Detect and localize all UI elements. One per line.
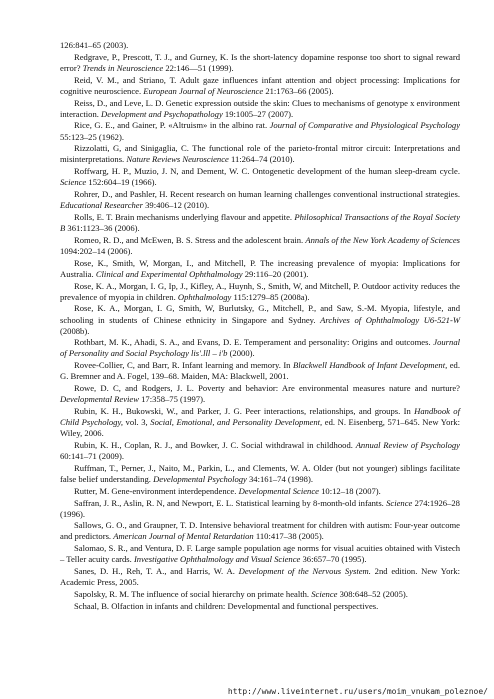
reference-source-title: Developmental Science bbox=[238, 485, 319, 496]
reference-entry bbox=[60, 120, 460, 142]
reference-text: 29:116–20 (2001). bbox=[242, 268, 309, 279]
reference-text: Reid, V. M., and Striano, T. Adult gaze influences infant attention and object processing: Implications for cognitive neuroscience. bbox=[60, 74, 460, 96]
reference-entry bbox=[60, 498, 460, 520]
reference-text: Rose, K. A., Morgan, I. G, Ip, J., Kifley, A., Huynh, S., Smith, W, and Mitchell, P. Outdoor activity reduces the prevalence of myopia in children. bbox=[60, 280, 460, 302]
reference-entry bbox=[60, 486, 460, 497]
reference-source-title: Ophthalmology bbox=[177, 291, 232, 302]
reference-text: 39:406–12 (2010). bbox=[142, 200, 210, 211]
reference-text: 10:12–18 (2007). bbox=[318, 485, 381, 496]
reference-entry bbox=[60, 40, 460, 51]
reference-text: Rovee-Collier, C, and Barr, R. Infant learning and memory. In bbox=[74, 360, 293, 371]
reference-source-title: American Journal of Mental Retardation bbox=[113, 531, 254, 542]
reference-text: 21:1763–66 (2005). bbox=[263, 85, 334, 96]
reference-text: Saffran, J. R., Aslin, R. N, and Newport, E. L. Statistical learning by 8-month-old infants. bbox=[74, 497, 387, 508]
reference-entry bbox=[60, 589, 460, 600]
reference-source-title: Developmental Review bbox=[60, 394, 139, 405]
reference-text: (2008b). bbox=[60, 325, 90, 336]
reference-entry bbox=[60, 463, 460, 485]
footer-url[interactable]: http://www.liveinternet.ru/users/moim_vnukam_poleznoe/ bbox=[227, 687, 488, 696]
reference-text: Rolls, E. T. Brain mechanisms underlying flavour and appetite. bbox=[74, 211, 295, 222]
reference-source-title: Development and Psychopathology bbox=[101, 108, 223, 119]
reference-text: Rutter, M. Gene-environment interdependence. bbox=[74, 485, 239, 496]
reference-text: 11:264–74 (2010). bbox=[228, 154, 295, 165]
reference-text: 17:358–75 (1997). bbox=[138, 394, 206, 405]
reference-text: Schaal, B. Olfaction in infants and children: Developmental and functional perspectives. bbox=[74, 600, 379, 611]
reference-text: 126:841–65 (2003). bbox=[60, 40, 129, 50]
reference-source-title: Philosophical Transactions of the Royal Society B bbox=[60, 211, 461, 233]
reference-source-title: Trends in Neuroscience bbox=[82, 62, 164, 73]
reference-entry bbox=[60, 75, 460, 97]
reference-source-title: Clinical and Experimental Ophthalmology bbox=[95, 268, 243, 279]
reference-source-title: Archives of Ophthalmology U6-521-W bbox=[320, 314, 461, 325]
reference-entry bbox=[60, 189, 460, 211]
reference-source-title: Science bbox=[60, 177, 87, 188]
reference-entry bbox=[60, 235, 460, 257]
reference-text: 308:648–52 (2005). bbox=[337, 589, 408, 599]
reference-entry bbox=[60, 303, 460, 336]
reference-text: Rice, G. E., and Gainer, P. «Altruism» in the albino rat. bbox=[74, 120, 270, 131]
reference-entry bbox=[60, 143, 460, 165]
reference-text: Rizzolatti, G, and Sinigaglia, C. The functional role of the parieto-frontal mitror circuit: Interpretations and misinterpretations. bbox=[60, 143, 460, 165]
reference-text: 1094:202–14 (2006). bbox=[60, 245, 133, 256]
reference-text: ed. N. Eisenberg, 571–645. New York: Wiley, 2006. bbox=[60, 417, 460, 439]
reference-source-title: Investigative Ophthalmology and Visual Science bbox=[133, 554, 301, 565]
reference-entry bbox=[60, 520, 460, 542]
reference-text: 361:1123–36 (2006). bbox=[65, 223, 140, 233]
reference-text: 60:141–71 (2009). bbox=[60, 451, 124, 462]
reference-source-title: Science bbox=[311, 589, 338, 599]
reference-text: Sapolsky, R. M. The influence of social hierarchy on primate health. bbox=[74, 589, 312, 599]
reference-entry bbox=[60, 281, 460, 303]
reference-text: 152:604–19 (1966). bbox=[86, 177, 157, 188]
reference-text: vol. 3, bbox=[122, 417, 151, 428]
reference-text: Ruffman, T., Perner, J., Naito, M., Parkin, L., and Clements, W. A. Older (but not younger) siblings facilitate false belief understanding. bbox=[60, 462, 460, 484]
reference-entry bbox=[60, 543, 460, 565]
reference-source-title: Social, Emotional, and Personality Development, bbox=[150, 417, 323, 428]
reference-text: Rubin, K. H., Coplan, R. J., and Bowker, J. C. Social withdrawal in childhood. bbox=[74, 439, 356, 450]
reference-text: Romeo, R. D., and McEwen, B. S. Stress and the adolescent brain. bbox=[74, 234, 306, 245]
reference-source-title: Journal of Personality and Social Psychology lis'.lll – i'b bbox=[60, 337, 460, 359]
reference-source-title: Educational Researcher bbox=[60, 200, 143, 211]
reference-text: Rose, K., Smith, W, Morgan, I., and Mitchell, P. The increasing prevalence of myopia: Implications for Australia. bbox=[60, 257, 460, 279]
reference-source-title: Blackwell Handbook of Infant Development, bbox=[292, 360, 448, 371]
reference-source-title: Nature Reviews Neuroscience bbox=[126, 154, 229, 165]
reference-entry bbox=[60, 566, 460, 588]
reference-entry bbox=[60, 360, 460, 382]
reference-text: Rose, K. A., Morgan, I. G, Smith, W, Burlutsky, G., Mitchell, P., and Saw, S.-M. Myopia, lifestyle, and schooling in students of Chinese ethnicity in Singapore and Sydney. bbox=[60, 303, 460, 325]
reference-source-title: Annals of the New York Academy of Sciences bbox=[305, 234, 460, 245]
reference-entry bbox=[60, 440, 460, 462]
reference-source-title: Journal of Comparative and Physiological Psychology bbox=[269, 120, 461, 131]
reference-entry bbox=[60, 212, 460, 234]
reference-text: Salomao, S. R., and Ventura, D. F. Large sample population age norms for visual acuities obtained with Vistech – Teller acuity cards. bbox=[60, 543, 460, 565]
reference-entry bbox=[60, 337, 460, 359]
reference-text: 115:1279–85 (2008a). bbox=[231, 291, 310, 302]
reference-entry bbox=[60, 406, 460, 439]
reference-text: 110:417–38 (2005). bbox=[253, 531, 324, 542]
reference-text: (2000). bbox=[227, 348, 255, 359]
reference-entry bbox=[60, 601, 460, 612]
reference-text: 55:123–25 (1962). bbox=[60, 131, 124, 142]
reference-text: ed. G. Bremner and A. Fogel, 139–68. Maiden, MA: Blackwell, 2001. bbox=[60, 360, 461, 382]
reference-text: Sallows, G. O., and Graupner, T. D. Intensive behavioral treatment for children with autism: Four-year outcome and predictors. bbox=[60, 520, 460, 542]
reference-text: 274:1926–28 (1996). bbox=[60, 497, 460, 519]
reference-text: 22:146—51 (1999). bbox=[163, 62, 234, 73]
reference-source-title: Developmental Psychology bbox=[153, 473, 247, 484]
reference-text: Roffwarg, H. P., Muzio, J. N, and Dement, W. C. Ontogenetic development of the human sleep-dream cycle. bbox=[74, 166, 460, 177]
reference-text: Rubin, K. H., Bukowski, W., and Parker, J. G. Peer interactions, relationships, and groups. In bbox=[74, 406, 415, 416]
reference-text: Reiss, D., and Leve, L. D. Genetic expression outside the skin: Clues to mechanisms of genotype x environment interaction. bbox=[60, 97, 460, 119]
reference-text: Sanes, D. H., Reh, T. A., and Harris, W. A. bbox=[74, 566, 239, 577]
reference-entry bbox=[60, 258, 460, 280]
reference-entry bbox=[60, 52, 460, 74]
reference-entry bbox=[60, 166, 460, 188]
reference-text: 34:161–74 (1998). bbox=[246, 473, 313, 484]
reference-text: 36:657–70 (1995). bbox=[300, 554, 367, 565]
reference-text: Redgrave, P., Prescott, T. J., and Gurney, K. Is the short-latency dopamine response too short to signal reward error? bbox=[60, 51, 460, 73]
reference-source-title: European Journal of Neuroscience bbox=[143, 85, 264, 96]
reference-text: 2nd edition. New York: Academic Press, 2005. bbox=[60, 566, 460, 588]
reference-text: Rothbart, M. K., Ahadi, S. A., and Evans, D. E. Temperament and personality: Origins and outcomes. bbox=[74, 337, 434, 348]
reference-source-title: Annual Review of Psychology bbox=[355, 439, 460, 450]
reference-source-title: Science bbox=[386, 497, 413, 508]
reference-source-title: Handbook of Child Psychology, bbox=[60, 406, 460, 428]
reference-text: Rohrer, D., and Pashler, H. Recent research on human learning challenges conventional instructional strategies. bbox=[74, 189, 460, 200]
reference-source-title: Development of the Nervous System. bbox=[238, 566, 371, 577]
reference-text: 19:1005–27 (2007). bbox=[222, 108, 294, 119]
reference-list bbox=[60, 40, 460, 613]
reference-entry bbox=[60, 383, 460, 405]
reference-text: Rowe, D. C, and Rodgers, J. L. Poverty and behavior: Are environmental measures nature and nurture? bbox=[74, 383, 460, 394]
reference-entry bbox=[60, 98, 460, 120]
